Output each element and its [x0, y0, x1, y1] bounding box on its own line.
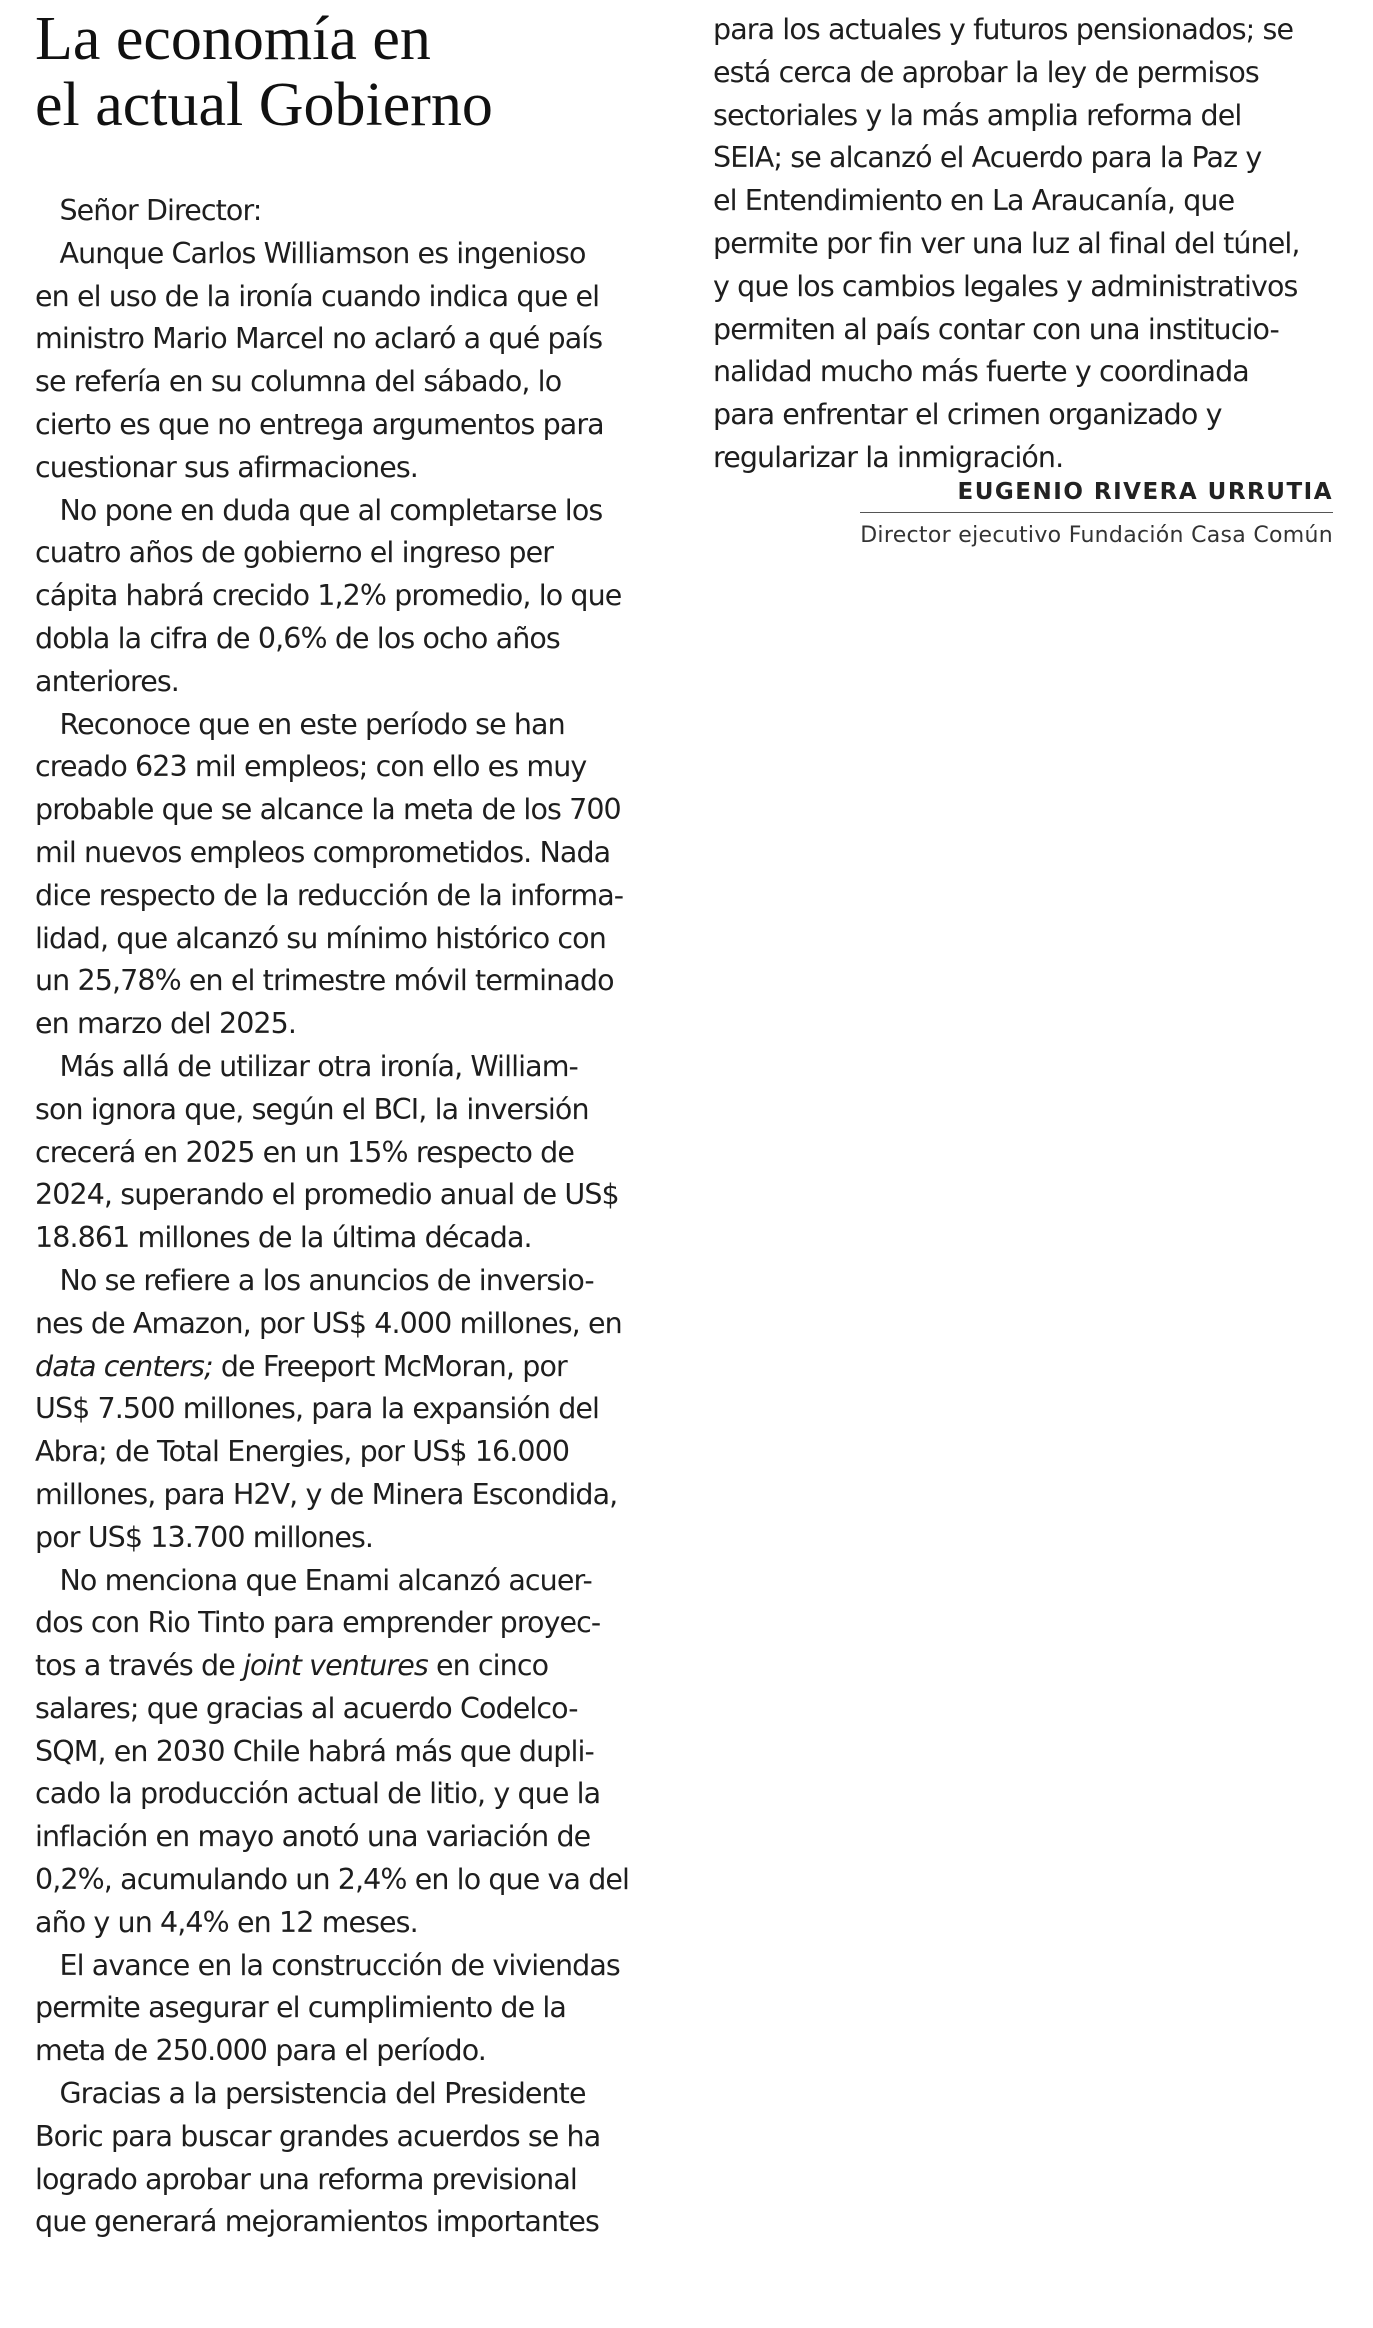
text-segment: permite por fin ver una luz al final del túnel,: [713, 226, 1300, 260]
text-segment: cápita habrá crecido 1,2% promedio, lo que: [35, 579, 622, 613]
text-line: [35, 1645, 675, 1688]
text-line: [35, 447, 675, 490]
text-segment: está cerca de aprobar la ley de permisos: [713, 55, 1259, 89]
text-line: [35, 1688, 675, 1731]
text-line: [35, 661, 675, 704]
text-segment: y que los cambios legales y administrativos: [713, 269, 1298, 303]
text-segment: en cinco: [427, 1649, 549, 1683]
text-line: [713, 309, 1343, 352]
text-line: [35, 1174, 675, 1217]
text-segment: SEIA; se alcanzó el Acuerdo para la Paz y: [713, 141, 1262, 175]
text-line: [35, 1560, 675, 1603]
italic-term: data centers;: [35, 1349, 213, 1383]
text-line: [35, 875, 675, 918]
text-line: [35, 404, 675, 447]
text-segment: dobla la cifra de 0,6% de los ocho años: [35, 621, 560, 655]
text-line: [713, 223, 1343, 266]
body-column-left: [35, 190, 675, 2244]
text-line: [35, 1260, 675, 1303]
text-segment: nalidad mucho más fuerte y coordinada: [713, 355, 1249, 389]
body-column-right: [713, 9, 1343, 480]
text-segment: en el uso de la ironía cuando indica que el: [35, 279, 600, 313]
text-line: [35, 1859, 675, 1902]
italic-term: joint ventures: [243, 1649, 428, 1683]
text-line: [713, 180, 1343, 223]
text-line: [713, 137, 1343, 180]
text-line: [35, 1773, 675, 1816]
text-line: [713, 266, 1343, 309]
text-segment: se refería en su columna del sábado, lo: [35, 365, 562, 399]
text-segment: ministro Mario Marcel no aclaró a qué país: [35, 322, 603, 356]
text-line: [35, 918, 675, 961]
text-segment: en marzo del 2025.: [35, 1007, 297, 1041]
text-line: [35, 1902, 675, 1945]
text-segment: dice respecto de la reducción de la informa-: [35, 878, 624, 912]
text-line: [35, 1132, 675, 1175]
text-line: [35, 1731, 675, 1774]
text-line: [35, 1303, 675, 1346]
text-segment: dos con Rio Tinto para emprender proyec-: [35, 1606, 601, 1640]
text-line: [35, 2073, 675, 2116]
text-line: [713, 351, 1343, 394]
text-segment: mil nuevos empleos comprometidos. Nada: [35, 835, 611, 869]
text-line: [35, 276, 675, 319]
text-segment: No menciona que Enami alcanzó acuer-: [35, 1563, 592, 1597]
text-segment: meta de 250.000 para el período.: [35, 2034, 486, 2068]
text-line: [35, 2159, 675, 2202]
text-line: [35, 1217, 675, 1260]
text-line: [35, 832, 675, 875]
text-segment: Reconoce que en este período se han: [35, 707, 565, 741]
text-line: [35, 1945, 675, 1988]
headline: La economía en el actual Gobierno: [35, 5, 493, 139]
text-line: [35, 1474, 675, 1517]
author-name: EUGENIO RIVERA URRUTIA: [860, 476, 1333, 513]
text-segment: No pone en duda que al completarse los: [35, 493, 603, 527]
text-line: [35, 1816, 675, 1859]
text-line: [35, 704, 675, 747]
text-line: [713, 394, 1343, 437]
text-segment: El avance en la construcción de viviendas: [35, 1948, 620, 1982]
text-line: [35, 575, 675, 618]
text-segment: salares; que gracias al acuerdo Codelco-: [35, 1691, 578, 1725]
text-line: [35, 1003, 675, 1046]
text-segment: para los actuales y futuros pensionados; se: [713, 13, 1294, 46]
text-line: [35, 960, 675, 1003]
text-line: [35, 1388, 675, 1431]
text-segment: Aunque Carlos Williamson es ingenioso: [35, 236, 586, 270]
text-segment: Más allá de utilizar otra ironía, William-: [35, 1049, 578, 1083]
text-segment: permiten al país contar con una institucio-: [713, 312, 1279, 346]
text-segment: inflación en mayo anotó una variación de: [35, 1820, 591, 1854]
text-segment: año y un 4,4% en 12 meses.: [35, 1905, 418, 1939]
text-segment: millones, para H2V, y de Minera Escondida,: [35, 1477, 618, 1511]
text-line: [35, 746, 675, 789]
text-segment: regularizar la inmigración.: [713, 440, 1064, 474]
text-line: [713, 9, 1343, 52]
text-line: [35, 1346, 675, 1389]
text-segment: permite asegurar el cumplimiento de la: [35, 1991, 566, 2025]
text-line: [35, 1431, 675, 1474]
text-segment: Gracias a la persistencia del Presidente: [35, 2077, 586, 2111]
text-line: [713, 95, 1343, 138]
text-line: [35, 789, 675, 832]
text-segment: No se refiere a los anuncios de inversio-: [35, 1263, 594, 1297]
text-segment: Señor Director:: [35, 194, 262, 227]
text-segment: cuestionar sus afirmaciones.: [35, 450, 418, 484]
text-line: [35, 2030, 675, 2073]
text-line: [713, 437, 1343, 480]
text-segment: sectoriales y la más amplia reforma del: [713, 98, 1242, 132]
signature-block: [860, 476, 1333, 551]
text-line: [35, 2116, 675, 2159]
text-segment: de Freeport McMoran, por: [212, 1349, 567, 1383]
text-segment: que generará mejoramientos importantes: [35, 2205, 600, 2239]
text-segment: cierto es que no entrega argumentos para: [35, 407, 604, 441]
text-segment: 18.861 millones de la última década.: [35, 1221, 532, 1255]
text-line: [35, 190, 675, 233]
text-line: [35, 1602, 675, 1645]
text-segment: anteriores.: [35, 664, 179, 698]
text-segment: un 25,78% en el trimestre móvil terminado: [35, 964, 614, 998]
text-line: [35, 1046, 675, 1089]
text-line: [35, 1987, 675, 2030]
text-segment: crecerá en 2025 en un 15% respecto de: [35, 1135, 574, 1169]
text-segment: cado la producción actual de litio, y que la: [35, 1777, 601, 1811]
text-line: [35, 1517, 675, 1560]
text-line: [35, 490, 675, 533]
text-segment: el Entendimiento en La Araucanía, que: [713, 184, 1235, 218]
text-segment: 0,2%, acumulando un 2,4% en lo que va del: [35, 1863, 630, 1897]
text-segment: nes de Amazon, por US$ 4.000 millones, en: [35, 1306, 622, 1340]
text-segment: logrado aprobar una reforma previsional: [35, 2162, 577, 2196]
text-segment: tos a través de: [35, 1649, 243, 1683]
text-segment: US$ 7.500 millones, para la expansión del: [35, 1392, 600, 1426]
text-segment: Abra; de Total Energies, por US$ 16.000: [35, 1435, 570, 1469]
text-line: [35, 618, 675, 661]
text-line: [35, 532, 675, 575]
text-segment: creado 623 mil empleos; con ello es muy: [35, 750, 587, 784]
author-role: Director ejecutivo Fundación Casa Común: [860, 523, 1333, 548]
text-line: [713, 52, 1343, 95]
text-line: [35, 2201, 675, 2244]
text-line: [35, 361, 675, 404]
text-segment: cuatro años de gobierno el ingreso per: [35, 536, 554, 570]
text-segment: lidad, que alcanzó su mínimo histórico con: [35, 921, 606, 955]
text-segment: Boric para buscar grandes acuerdos se ha: [35, 2119, 601, 2153]
text-segment: son ignora que, según el BCI, la inversión: [35, 1092, 589, 1126]
text-segment: 2024, superando el promedio anual de US$: [35, 1178, 619, 1212]
text-segment: SQM, en 2030 Chile habrá más que dupli-: [35, 1734, 594, 1768]
text-segment: por US$ 13.700 millones.: [35, 1520, 374, 1554]
text-line: [35, 1089, 675, 1132]
text-segment: para enfrentar el crimen organizado y: [713, 398, 1222, 432]
text-line: [35, 233, 675, 276]
text-line: [35, 318, 675, 361]
text-segment: probable que se alcance la meta de los 700: [35, 793, 621, 827]
